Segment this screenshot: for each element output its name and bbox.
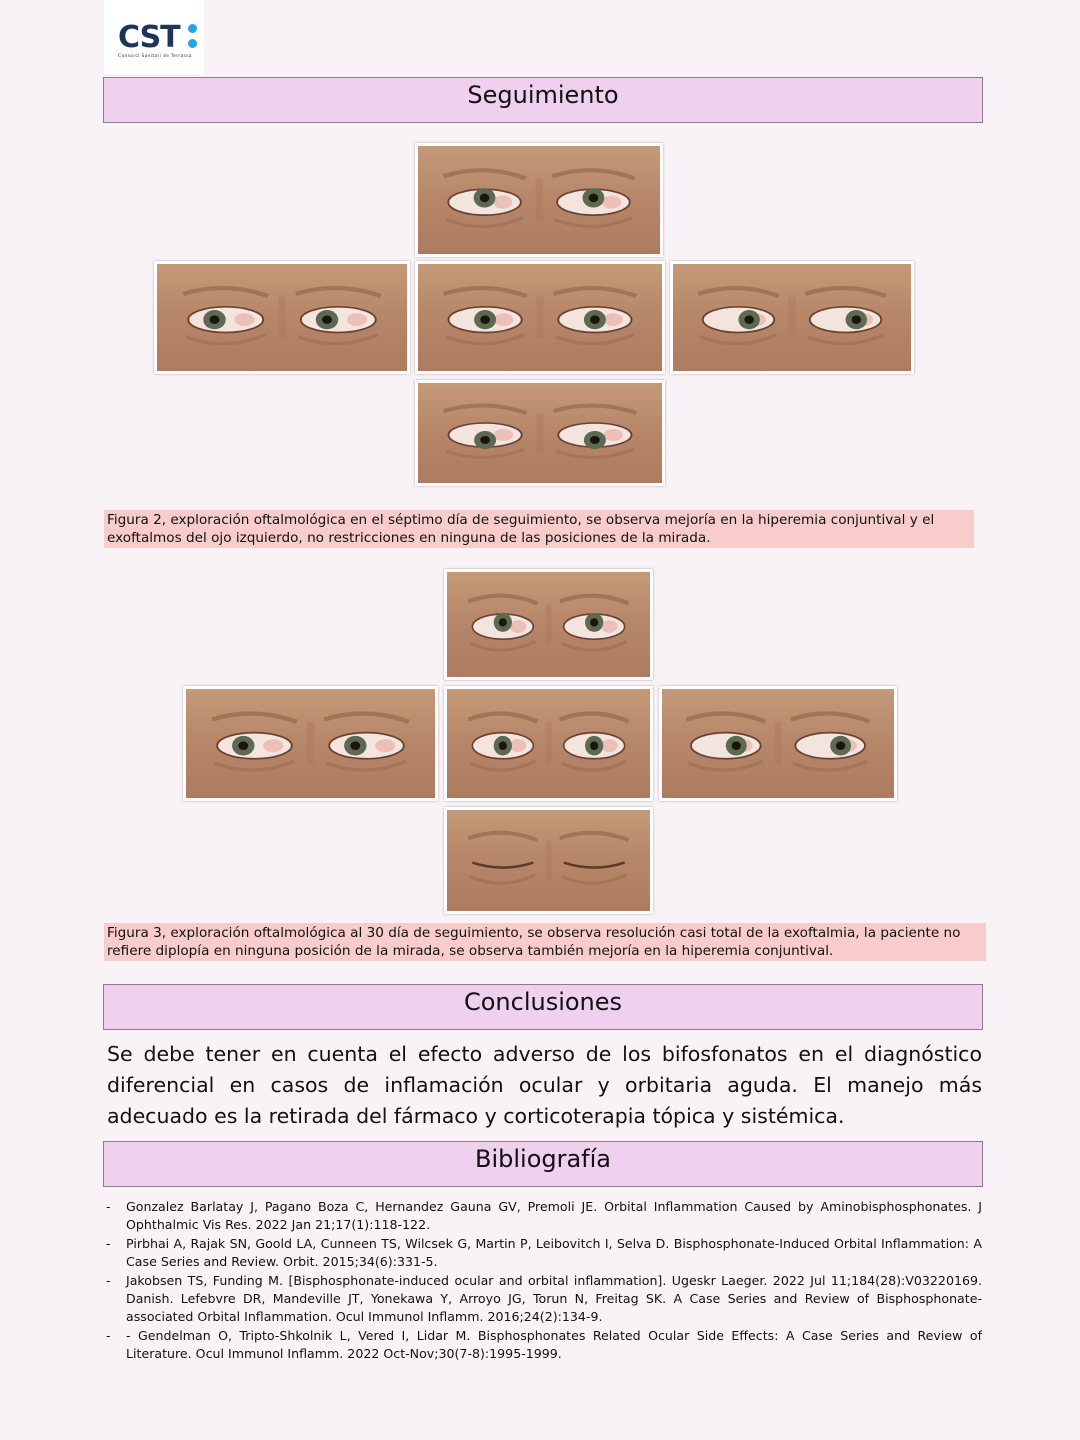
eye-photo-up <box>415 143 663 257</box>
eye-photo-closed <box>444 807 653 914</box>
section-header-bibliografia: Bibliografía <box>103 1141 983 1187</box>
eye-photo-center <box>444 686 653 801</box>
bullet-dash: - <box>106 1235 111 1251</box>
eye-photo-left <box>183 686 438 801</box>
bibliography-item: - Pirbhai A, Rajak SN, Goold LA, Cunneen TS, Wilcsek G, Martin P, Leibovitch I, Selva D. Bisphosphonate-Induced Orbital Inflammation: A Case Series and Review. Orbit. 2015;34(6):331-5. <box>106 1235 982 1270</box>
bibliography-item: - Gonzalez Barlatay J, Pagano Boza C, Hernandez Gauna GV, Premoli JE. Orbital Inflammation Caused by Aminobisphosphonates. J Ophthalmic Vis Res. 2022 Jan 21;17(1):118-122. <box>106 1199 982 1233</box>
bibliography-item: - Jakobsen TS, Funding M. [Bisphosphonate-induced ocular and orbital inflammation]. Ugeskr Laeger. 2022 Jul 11;184(28):V03220169. Danish. Lefebvre DR, Mandeville JT, Yonekawa Y, Arroyo JG, Torun N, Freitag SK. A Case Series and Review of Bisphosphonate-associated Orbital Inflammation. Ocul Immunol Inflamm. 2016;24(2):134-9. <box>106 1272 982 1325</box>
logo-dots-icon <box>188 24 198 50</box>
logo-mark: CST <box>118 20 180 55</box>
section-header-conclusiones: Conclusiones <box>103 984 983 1030</box>
eye-photo-down <box>415 380 665 486</box>
eye-photo-left <box>154 261 410 374</box>
figure-3-caption: Figura 3, exploración oftalmológica al 30 día de seguimiento, se observa resolución casi total de la exoftalmia, la paciente no refiere diplopía en ninguna posición de la mirada, se observa también mejoría en la hiperemia conjuntival. <box>104 923 986 961</box>
conclusion-text: Se debe tener en cuenta el efecto adverso de los bifosfonatos en el diagnóstico diferencial en casos de inflamación ocular y orbitaria aguda. El manejo más adecuado es la retirada del fármaco y corticoterapia tópica y sistémica. <box>107 1042 982 1128</box>
eye-photo-center <box>415 261 665 374</box>
bullet-dash: - <box>106 1272 111 1288</box>
eye-photo-right <box>670 261 914 374</box>
eye-photo-up <box>444 569 653 680</box>
figure-2-caption: Figura 2, exploración oftalmológica en el séptimo día de seguimiento, se observa mejoría en la hiperemia conjuntival y el exoftalmos del ojo izquierdo, no restricciones en ninguna de las posiciones de la mirada. <box>104 510 974 548</box>
eye-photo-right <box>659 686 897 801</box>
bibliography-list <box>104 1198 982 1364</box>
bullet-dash: - <box>106 1199 111 1214</box>
section-header-seguimiento: Seguimiento <box>103 77 983 123</box>
bullet-dash: - <box>106 1327 111 1343</box>
logo-subtitle: Consorci Sanitari de Terrassa <box>118 54 192 59</box>
bibliography-item: - - Gendelman O, Tripto-Shkolnik L, Vered I, Lidar M. Bisphosphonates Related Ocular Side Effects: A Case Series and Review of Literature. Ocul Immunol Inflamm. 2022 Oct-Nov;30(7-8):1995-1999. <box>106 1327 982 1362</box>
cst-logo <box>104 0 204 74</box>
